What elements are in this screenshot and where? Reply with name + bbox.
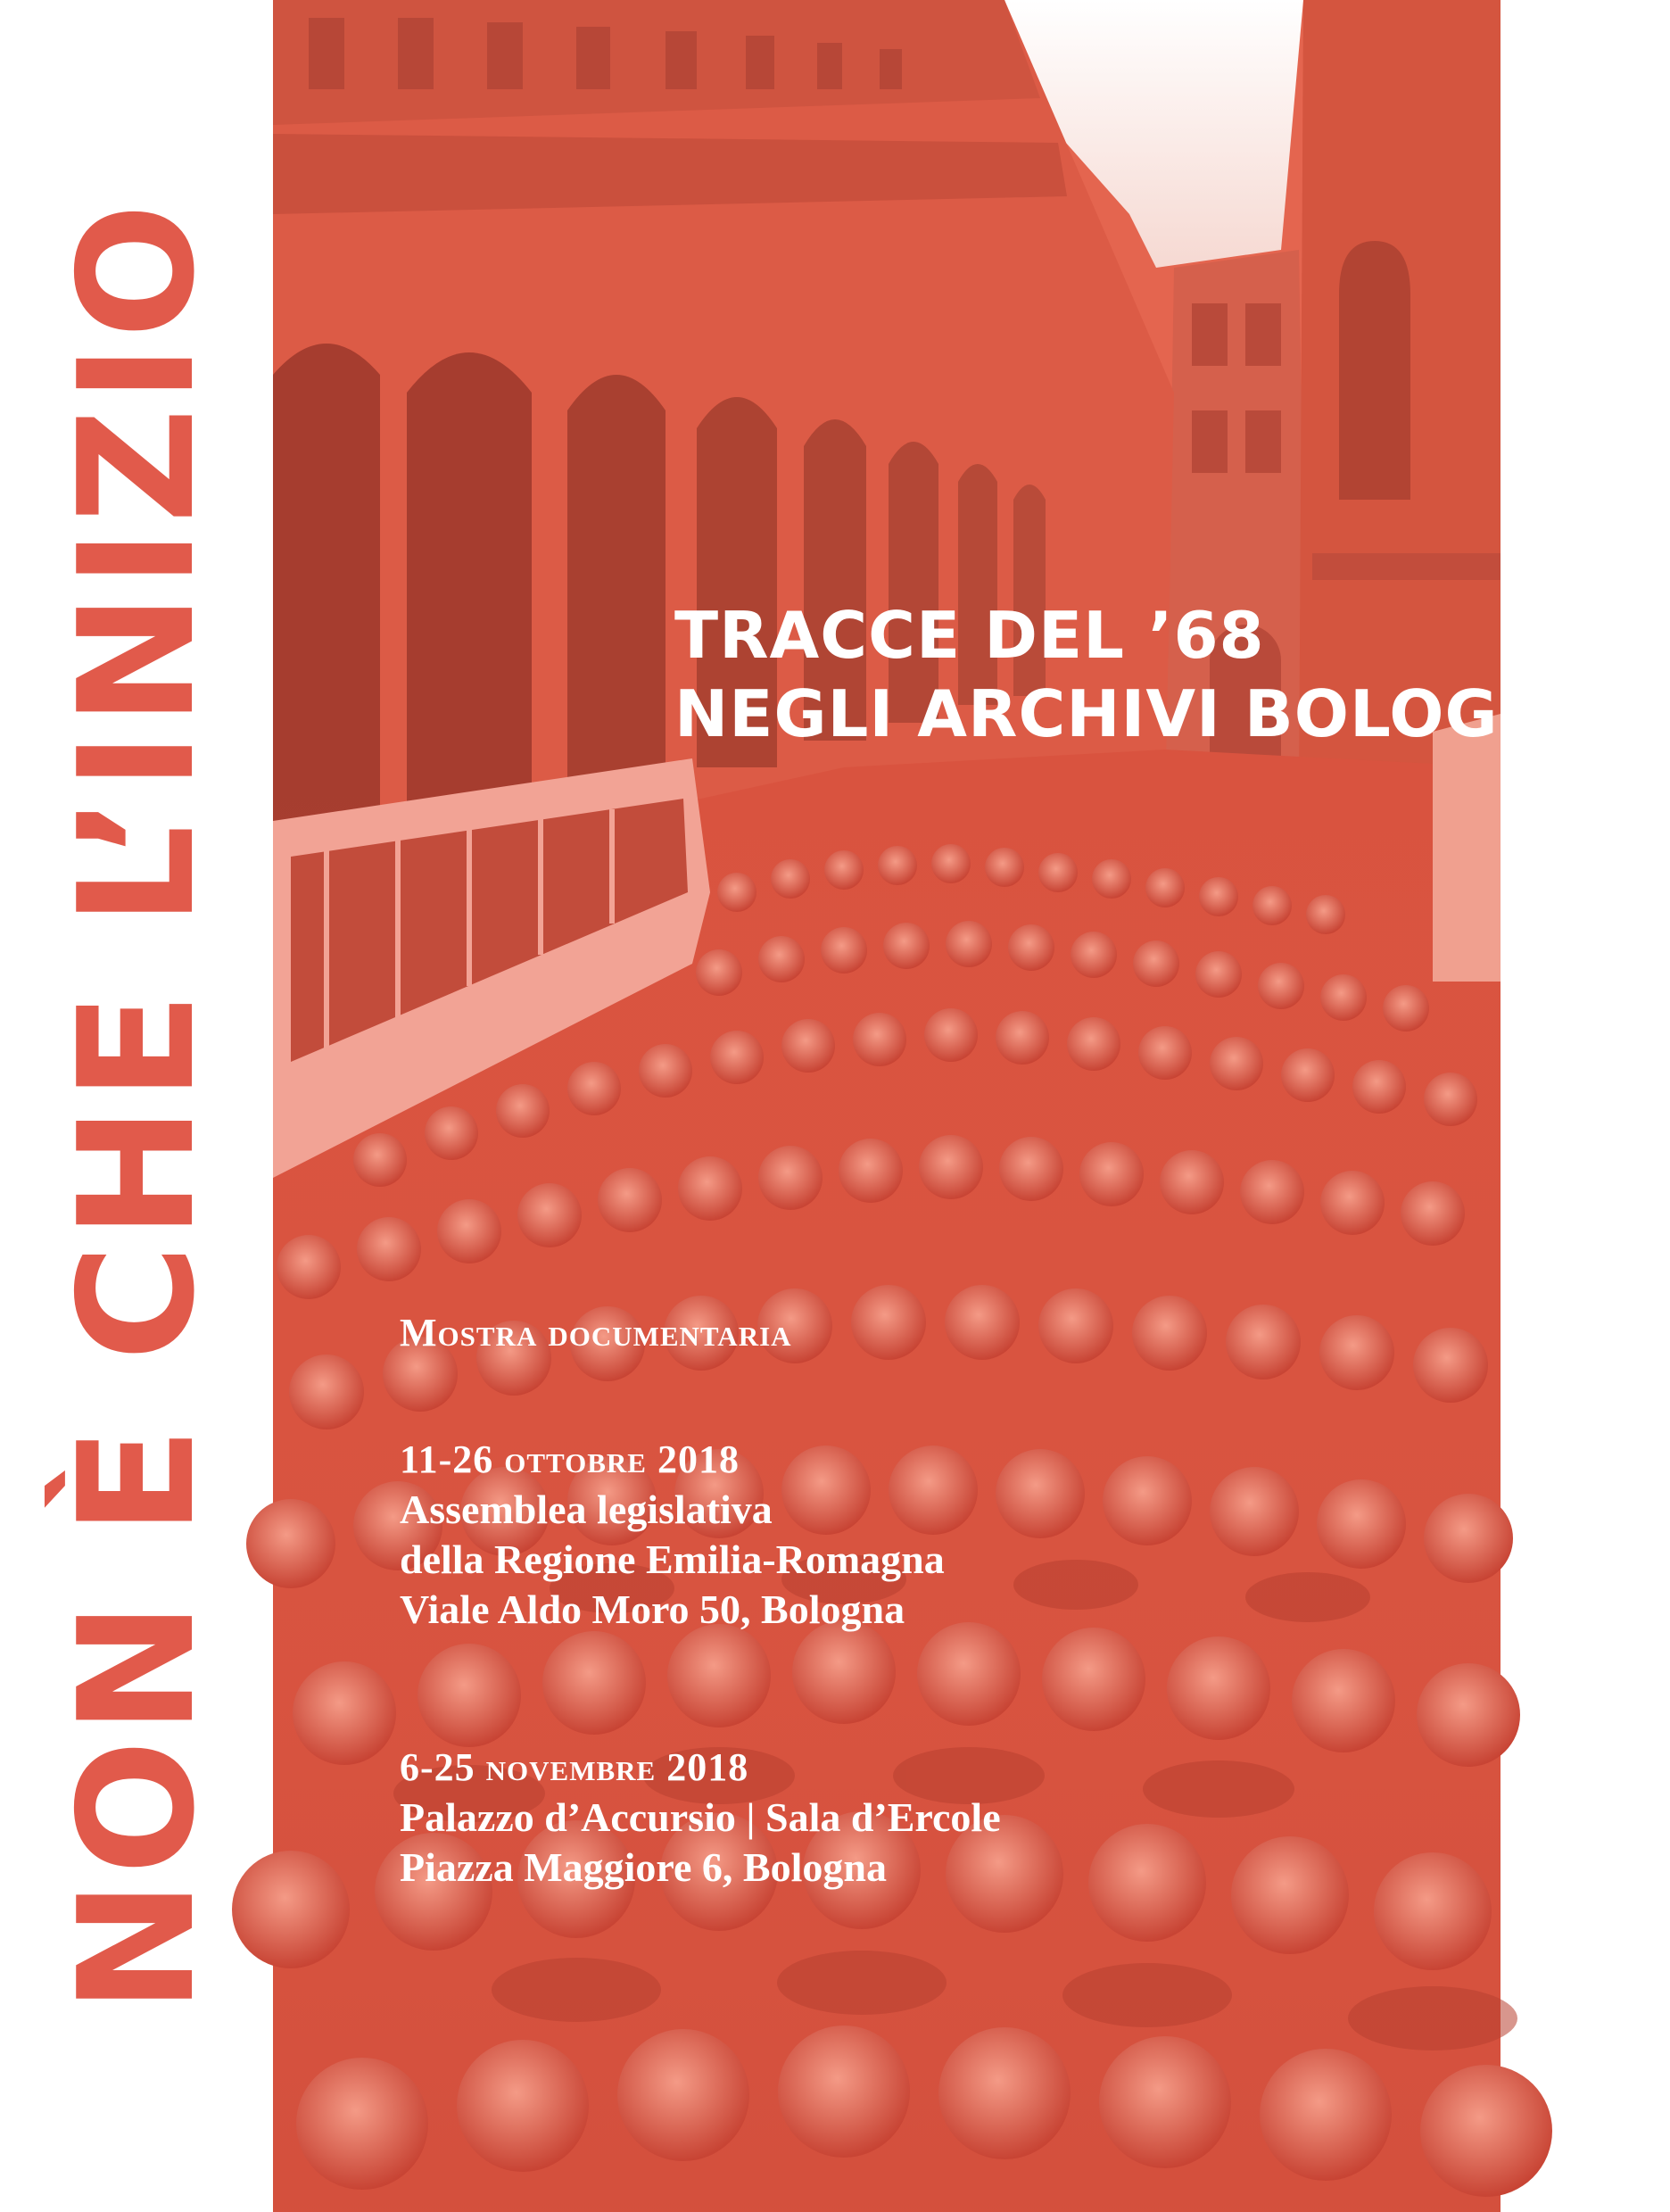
event-1-dates: 11-26 ottobre 2018 — [400, 1437, 740, 1481]
headline-line-1: TRACCE DEL ’68 — [674, 598, 1265, 673]
headline-line-2: NEGLI ARCHIVI BOLOGNESI — [674, 676, 1670, 751]
vertical-title: NON È CHE L’INIZIO — [44, 197, 229, 2014]
event-1-address: Viale Aldo Moro 50, Bologna — [400, 1587, 905, 1632]
exhibition-kind: Mostra documentaria — [400, 1311, 792, 1355]
event-2-address: Piazza Maggiore 6, Bologna — [400, 1844, 887, 1890]
event-2-dates: 6-25 novembre 2018 — [400, 1745, 749, 1789]
title-sidebar — [0, 0, 273, 2212]
event-1 — [400, 1435, 945, 1635]
headline — [674, 596, 1670, 753]
event-2 — [400, 1743, 1001, 1893]
event-1-venue-line-1: Assemblea legislativa — [400, 1487, 773, 1532]
event-2-venue: Palazzo d’Accursio | Sala d’Ercole — [400, 1794, 1001, 1840]
exhibition-kind-block — [400, 1308, 792, 1358]
event-1-venue-line-2: della Regione Emilia-Romagna — [400, 1537, 945, 1582]
